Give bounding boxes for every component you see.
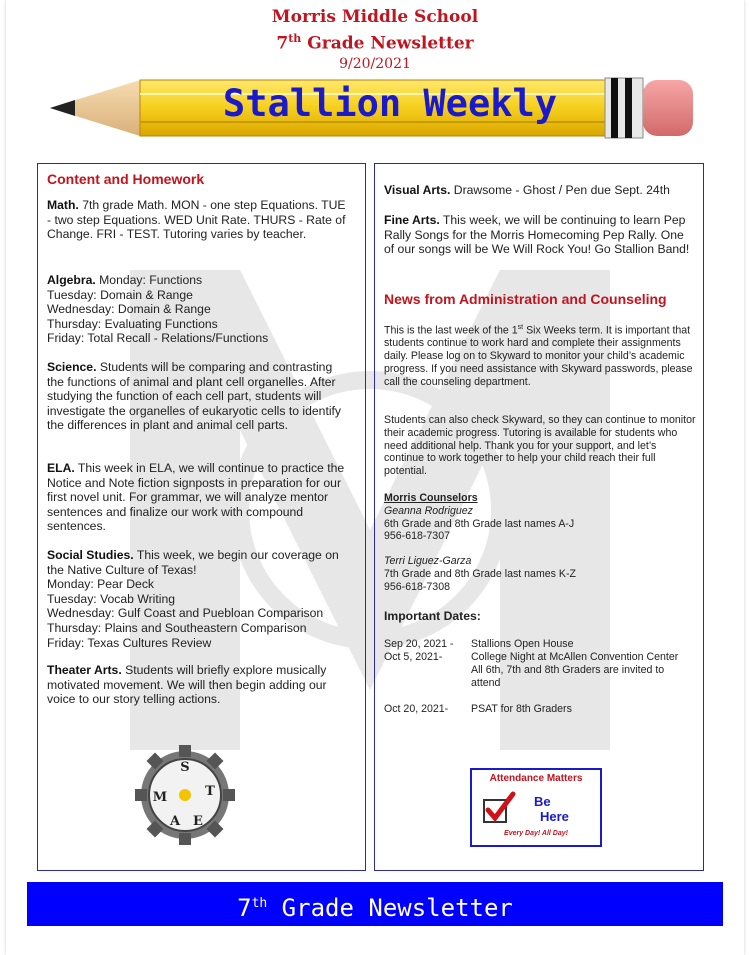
date-2-event: College Night at McAllen Convention Center: [471, 651, 679, 663]
footer-banner: 7th Grade Newsletter: [27, 882, 723, 926]
news-heading: News from Administration and Counseling: [384, 291, 667, 307]
theater-arts-paragraph: Theater Arts. Students will briefly explore musically motivated movement. We will then begin adding our voice to our story telling actions.: [47, 663, 327, 707]
counselors-block: [384, 492, 696, 594]
news-paragraph-2: Students can also check Skyward, so they can continue to monitor their academic progress. Tutoring is available for students who need additional help. Thank you for your support, and let’s continue to work together to help your child reach their full potential.: [384, 414, 696, 478]
stem-letter-e: E: [193, 814, 203, 829]
algebra-paragraph: Algebra. Monday: Functions Tuesday: Domain & Range Wednesday: Domain & Range Thursday: Evaluating Functions Friday: Total Recall - Relations/Functions: [47, 273, 269, 346]
math-paragraph: Math. 7th grade Math. MON - one step Equations. TUE - two step Equations. WED Unit Rate. THURS - Rate of Change. FRI - TEST. Tutoring varies by teacher.: [47, 198, 346, 242]
fine-arts-paragraph: Fine Arts. This week, we will be continuing to learn Pep Rally Songs for the Morris Homecoming Pep Rally. One of our songs will be We Will Rock You! Go Stallion Band!: [384, 213, 690, 257]
attendance-matters-badge: [470, 768, 602, 847]
banner-title: Stallion Weekly: [222, 82, 558, 125]
stem-letter-a: A: [169, 814, 181, 829]
counselor-2-name: Terri Liguez-Garza: [384, 555, 472, 568]
date-3: Oct 20, 2021-: [384, 703, 449, 715]
science-paragraph: Science. Students will be comparing and contrasting the functions of animal and plant cell organelles. After studying the function of each cell part, students will investigate the organelles of eukaryotic cells to identify the differences in plant and animal cell parts.: [47, 360, 342, 433]
stem-letter-m: M: [152, 790, 168, 805]
counselors-title: Morris Counselors: [384, 492, 478, 504]
important-dates-heading: Important Dates:: [384, 609, 481, 623]
stem-gear-logo: [130, 745, 240, 845]
masthead: [0, 6, 750, 73]
stem-letter-s: S: [180, 760, 190, 775]
date-2-event-line2: All 6th, 7th and 8th Graders are invited to: [471, 664, 665, 676]
newsletter-grade-title: 7th Grade Newsletter: [276, 32, 474, 54]
visual-arts-paragraph: Visual Arts. Drawsome - Ghost / Pen due Sept. 24th: [384, 183, 670, 197]
counselor-1-name: Geanna Rodriguez: [384, 504, 473, 517]
counselor-2-phone: 956-618-7308: [384, 580, 450, 593]
counselor-2-role: 7th Grade and 8th Grade last names K-Z: [384, 567, 576, 580]
newsletter-date: 9/20/2021: [339, 55, 411, 72]
ela-paragraph: ELA. This week in ELA, we will continue to practice the Notice and Note fiction signposts in preparation for our first novel unit. For grammar, we will analyze mentor sentences and finalize our work with compound sentences.: [47, 461, 345, 534]
checkmark-icon: [480, 790, 516, 826]
social-studies-paragraph: Social Studies. This week, we begin our coverage on the Native Culture of Texas! Monday: Pear Deck Tuesday: Vocab Writing Wednesday: Gulf Coast and Puebloan Comparison Thursday: Plains and Southeastern Comparison Friday: Texas Cultures Review: [47, 548, 339, 650]
attendance-title: Attendance Matters: [489, 773, 583, 784]
date-1: Sep 20, 2021 -: [384, 638, 454, 650]
attendance-here: Here: [540, 809, 569, 824]
news-paragraph-1: This is the last week of the 1st Six Weeks term. It is important that students continue to work hard and complete their assignments daily. Please log on to Skyward to monitor your child’s academic progress. If you need assistance with Skyward passwords, please call the counseling department.: [384, 324, 693, 388]
school-name: Morris Middle School: [271, 7, 479, 27]
stem-letter-t: T: [205, 784, 215, 799]
date-2: Oct 5, 2021-: [384, 651, 443, 663]
date-3-event: PSAT for 8th Graders: [471, 703, 572, 715]
counselor-1-phone: 956-618-7307: [384, 530, 450, 543]
attendance-tagline: Every Day! All Day!: [504, 830, 568, 837]
counselor-1-role: 6th Grade and 8th Grade last names A-J: [384, 517, 575, 530]
content-homework-heading: Content and Homework: [47, 171, 205, 187]
date-2-event-line3: attend: [471, 677, 501, 689]
date-1-event: Stallions Open House: [471, 638, 574, 650]
attendance-be: Be: [534, 794, 551, 809]
